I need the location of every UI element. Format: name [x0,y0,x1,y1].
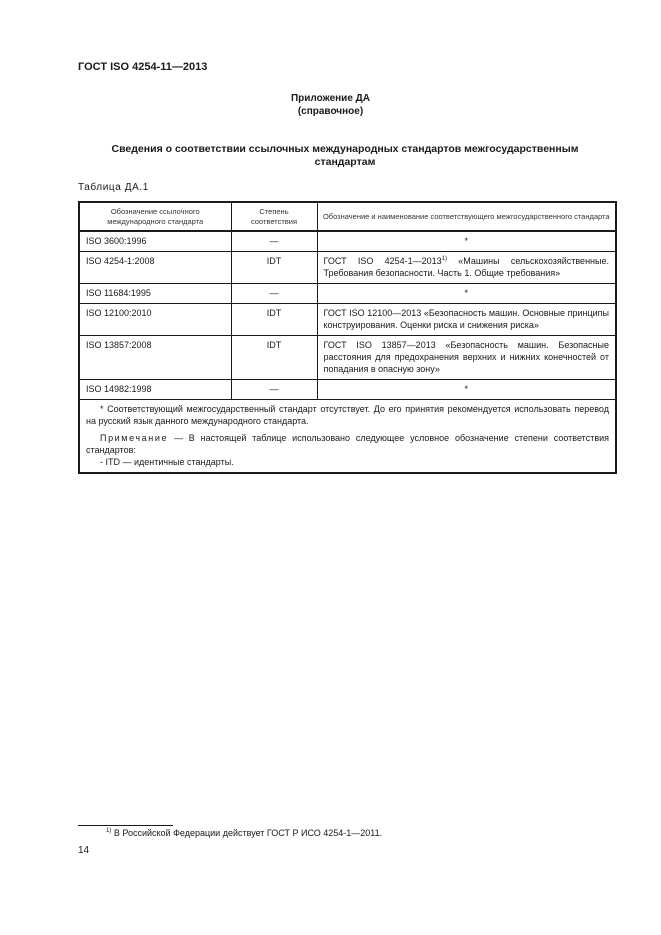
footnote-divider [78,825,173,826]
cell-standard: ISO 4254-1:2008 [79,252,231,284]
column-header-description: Обозначение и наименование соответствующего межгосударственного стандарта [317,202,616,231]
page-number: 14 [78,845,90,856]
appendix-subtitle: (справочное) [297,106,364,117]
cell-standard: ISO 11684:1995 [79,284,231,304]
cell-description: ГОСТ ISO 12100—2013 «Безопасность машин. Основные принципы конструирования. Оценки риска и снижения риска» [317,304,616,336]
section-heading: Сведения о соответствии ссылочных международных стандартов межгосударственным стандартам [111,143,579,168]
cell-degree: IDT [231,304,317,336]
cell-description [317,252,616,284]
footnote [106,828,382,838]
cell-standard: ISO 12100:2010 [79,304,231,336]
table-row [79,252,616,284]
asterisk-note: * Соответствующий межгосударственный стандарт отсутствует. До его принятия рекомендуется использовать перевод на русский язык данного международного стандарта. [86,404,609,426]
table-notes-row [79,400,616,474]
note-text: — В настоящей таблице использовано следующее условное обозначение степени соответствия стандартов: [86,433,609,455]
cell-standard: ISO 14982:1998 [79,380,231,400]
footnote-marker: 1) [106,828,112,834]
note-label: Примечание [100,433,169,443]
table-caption: Таблица ДА.1 [78,182,149,193]
cell-degree: IDT [231,336,317,380]
cell-standard: ISO 13857:2008 [79,336,231,380]
cell-degree: — [231,231,317,252]
table-row [79,231,616,252]
document-code: ГОСТ ISO 4254-11—2013 [78,61,208,73]
correspondence-table [78,201,617,474]
desc-standard-code: ГОСТ ISO 4254-1—2013 [323,256,442,266]
table-row [79,380,616,400]
table-row [79,284,616,304]
idt-definition: - ITD — идентичные стандарты. [100,457,234,467]
footnote-ref-marker: 1) [441,256,447,262]
column-header-standard: Обозначение ссылочного международного стандарта [79,202,231,231]
desc-standard-title: «Машины сельскохозяйственные. Требования безопасности. Часть 1. Общие требования» [323,256,609,278]
cell-degree: — [231,380,317,400]
cell-standard: ISO 3600:1996 [79,231,231,252]
cell-description: * [317,284,616,304]
table-row [79,336,616,380]
table-header-row [79,202,616,231]
appendix-title: Приложение ДА [290,93,371,104]
cell-description: ГОСТ ISO 13857—2013 «Безопасность машин. Безопасные расстояния для предохранения верхних и нижних конечностей от попадания в опасную зону» [317,336,616,380]
footnote-text: В Российской Федерации действует ГОСТ Р ИСО 4254-1—2011. [111,828,383,838]
cell-description: * [317,231,616,252]
column-header-degree: Степень соответствия [231,202,317,231]
cell-degree: IDT [231,252,317,284]
table-notes [79,400,616,474]
cell-degree: — [231,284,317,304]
cell-description: * [317,380,616,400]
table-row [79,304,616,336]
general-note [86,432,609,456]
